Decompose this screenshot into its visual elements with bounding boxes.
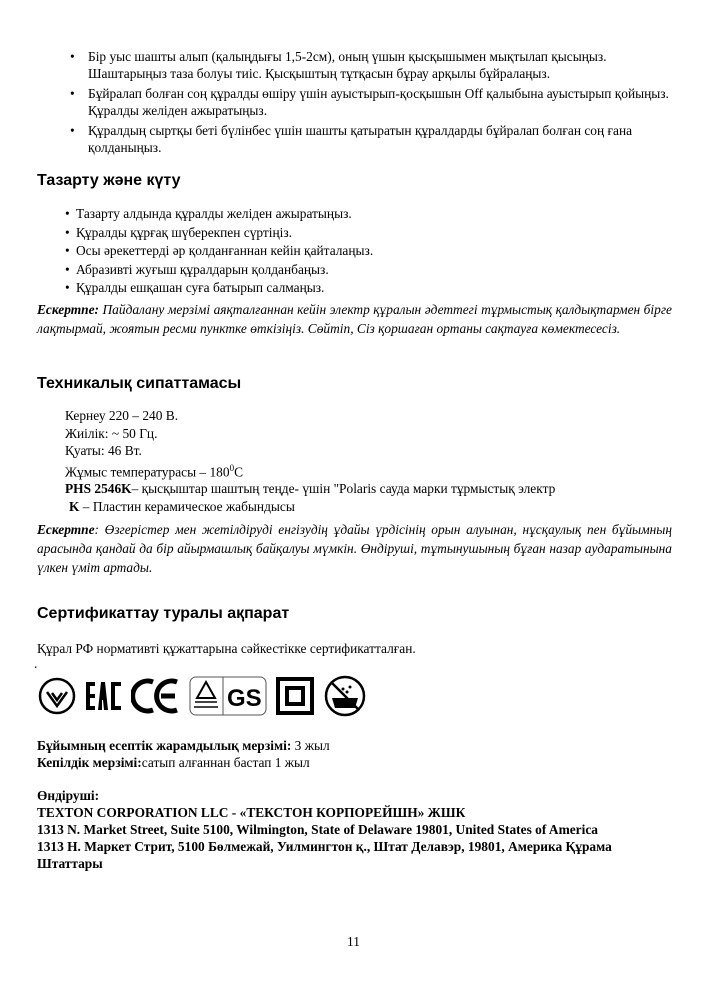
list-item: • Құралды ешқашан суға батырып салмаңыз. xyxy=(76,279,373,298)
note-label: Ескертпе: xyxy=(37,302,99,317)
list-item: • Абразивті жуғыш құралдарын қолданбаңыз. xyxy=(76,261,373,280)
k-desc: – Пластин керамическое жабындысы xyxy=(79,498,295,514)
list-item: • Құралдың сыртқы беті бүлінбес үшін шашты қатыратын құралдарды бұйралап болған соң ғана қолданыңыз. xyxy=(88,122,678,156)
list-item: • Тазарту алдында құралды желіден ажыратыңыз. xyxy=(76,205,373,224)
shelf-label: Бұйымның есептік жарамдылық мерзімі: xyxy=(37,738,292,753)
spec-voltage: Кернеу 220 – 240 В. xyxy=(65,408,179,423)
spec-frequency: Жиілік: ~ 50 Гц. xyxy=(65,425,158,441)
cert-text: Құрал РФ нормативті құжаттарына сәйкестікке сертификатталған. xyxy=(37,641,416,656)
ce-icon xyxy=(131,676,181,716)
cert-dot: . xyxy=(34,656,38,671)
no-water-icon xyxy=(323,674,367,718)
changes-note xyxy=(37,520,672,577)
list-item: • Бұйралап болған соң құралды өшіру үшін ауыстырып-қосқышын Off қалыбына ауыстырып қойыңыз. Құралды желіден ажыратыңыз. xyxy=(88,85,678,119)
cleaning-list xyxy=(76,205,373,298)
manufacturer-block xyxy=(37,787,677,872)
usage-list xyxy=(88,48,678,156)
cert-logos xyxy=(37,674,367,718)
disposal-note xyxy=(37,300,672,338)
ua-cert-icon xyxy=(37,676,77,716)
note-text: : Өзгерістер мен жетілдіруді енгізудің ұдайы үрдісінің орын алуынан, нұсқаулық пен бұйымның арасында қандай да бір айырмашлық байқалуы мүмкін. Өндіруші, тұтынушының бұған назар аударатынына үлкен үміт артады. xyxy=(37,522,672,575)
warranty xyxy=(37,754,310,771)
spec-temperature xyxy=(65,460,555,481)
tuv-gs-icon xyxy=(189,676,267,716)
temp-text: Жұмыс температурасы – 180 xyxy=(65,463,230,479)
list-item: • Осы әрекеттерді әр қолданғаннан кейін қайталаңыз. xyxy=(76,242,373,261)
specs-heading: Техникалық сипаттамасы xyxy=(37,375,242,392)
page-number: 11 xyxy=(347,934,360,949)
warranty-label: Кепілдік мерзімі: xyxy=(37,755,142,770)
cert-heading: Сертификаттау туралы ақпарат xyxy=(37,605,290,622)
manufacturer-name: TEXTON CORPORATION LLC - «ТЕКСТОН КОРПОРЕЙШН» ЖШК xyxy=(37,805,466,820)
class-ii-icon xyxy=(275,676,315,716)
cleaning-heading: Тазарту және күту xyxy=(37,172,181,189)
specs-list xyxy=(65,407,555,515)
list-item: • Бір уыс шашты алып (қалыңдығы 1,5-2см), оның үшын қысқышымен мықтылап қысыңыз. Шаштарыңыз таза болуы тиіс. Қысқыштың тұтқасын бұрау арқылы бұйралаңыз. xyxy=(88,48,678,82)
temp-sup: 0 xyxy=(229,462,235,473)
manufacturer-address-en: 1313 N. Market Street, Suite 5100, Wilmington, State of Delaware 19801, United States of America xyxy=(37,822,598,837)
k-code: K xyxy=(69,498,80,514)
shelf-life xyxy=(37,737,330,754)
model-code: PHS 2546K xyxy=(65,481,132,497)
eac-icon xyxy=(85,678,123,714)
note-text: Пайдалану мерзімі аяқталғаннан кейін электр құралын әдеттегі тұрмыстық қалдықтармен бірге лақтырмай, жоятын ресми пунктке өткізіңіз. Сөйтіп, Сіз қоршаған ортаны сақтауға көмектесесіз. xyxy=(37,302,672,336)
model-desc: – қысқыштар шаштың теңде- үшін "Polaris сауда марки тұрмыстық электр xyxy=(131,481,556,497)
note-label: Ескертпе xyxy=(37,522,95,537)
manufacturer-address-kz: 1313 Н. Маркет Стрит, 5100 Бөлмежай, Уилмингтон қ., Штат Делавэр, 19801, Америка Құрама Штаттары xyxy=(37,839,612,871)
svg-text:GS: GS xyxy=(227,685,262,712)
spec-k xyxy=(65,498,555,516)
warranty-value: сатып алғаннан бастап 1 жыл xyxy=(141,755,310,770)
manufacturer-label: Өндіруші: xyxy=(37,788,100,803)
temp-unit: С xyxy=(234,463,243,479)
spec-model xyxy=(65,480,555,498)
list-item: • Құралды құрғақ шүберекпен сүртіңіз. xyxy=(76,224,373,243)
shelf-value: 3 жыл xyxy=(291,738,330,753)
spec-power: Қуаты: 46 Вт. xyxy=(65,443,142,458)
